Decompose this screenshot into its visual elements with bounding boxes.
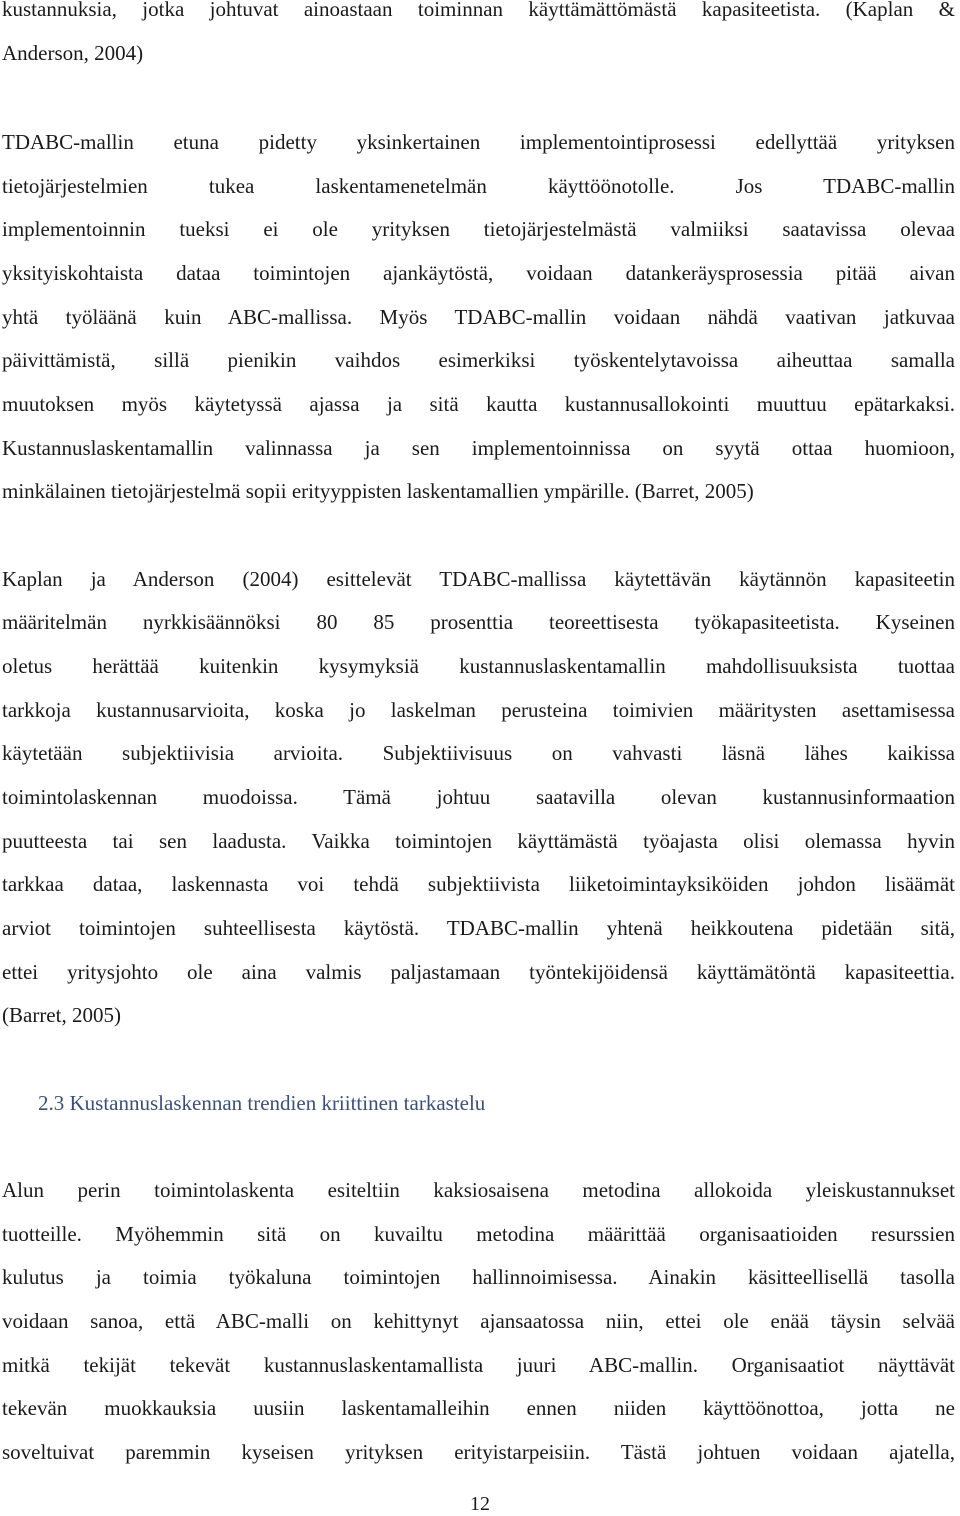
paragraph-3-line-4: tarkkoja kustannusarvioita, koska jo laskelman perusteina toimivien määritysten asettamisessa — [2, 698, 955, 722]
paragraph-4-line-4: voidaan sanoa, että ABC-malli on kehittynyt ajansaatossa niin, ettei ole enää täysin selvää — [2, 1309, 955, 1333]
paragraph-2-line-6: päivittämistä, sillä pienikin vaihdos esimerkiksi työskentelytavoissa aiheuttaa samalla — [2, 348, 955, 372]
paragraph-3-line-11: (Barret, 2005) — [2, 1003, 121, 1027]
paragraph-2-line-8: Kustannuslaskentamallin valinnassa ja sen implementoinnissa on syytä ottaa huomioon, — [2, 436, 955, 460]
paragraph-2-line-2: tietojärjestelmien tukea laskentamenetelmän käyttöönotolle. Jos TDABC-mallin — [2, 174, 955, 198]
paragraph-4-line-3: kulutus ja toimia työkaluna toimintojen hallinnoimisessa. Ainakin käsitteellisellä tasolla — [2, 1265, 955, 1289]
paragraph-2-line-5: yhtä työläänä kuin ABC-mallissa. Myös TDABC-mallin voidaan nähdä vaativan jatkuvaa — [2, 305, 955, 329]
paragraph-3-line-9: arviot toimintojen suhteellisesta käytöstä. TDABC-mallin yhtenä heikkoutena pidetään sitä, — [2, 916, 955, 940]
paragraph-1-line-2: Anderson, 2004) — [2, 41, 144, 65]
paragraph-3-line-3: oletus herättää kuitenkin kysymyksiä kustannuslaskentamallin mahdollisuuksista tuottaa — [2, 654, 955, 678]
paragraph-2-line-7: muutoksen myös käytetyssä ajassa ja sitä kautta kustannusallokointi muuttuu epätarkaksi. — [2, 392, 955, 416]
paragraph-3-line-1: Kaplan ja Anderson (2004) esittelevät TDABC-mallissa käytettävän käytännön kapasiteetin — [2, 567, 955, 591]
paragraph-3-line-2: määritelmän nyrkkisäännöksi 80 85 prosenttia teoreettisesta työkapasiteetista. Kyseinen — [2, 610, 955, 634]
paragraph-4-line-7: soveltuivat paremmin kyseisen yrityksen erityistarpeisiin. Tästä johtuen voidaan ajatella, — [2, 1440, 955, 1464]
paragraph-4-line-2: tuotteille. Myöhemmin sitä on kuvailtu metodina määrittää organisaatioiden resurssien — [2, 1222, 955, 1246]
paragraph-2-line-3: implementoinnin tueksi ei ole yrityksen tietojärjestelmästä valmiiksi saatavissa olevaa — [2, 217, 955, 241]
paragraph-3-line-6: toimintolaskennan muodoissa. Tämä johtuu saatavilla olevan kustannusinformaation — [2, 785, 955, 809]
paragraph-4-line-5: mitkä tekijät tekevät kustannuslaskentamallista juuri ABC-mallin. Organisaatiot näyttävät — [2, 1353, 955, 1377]
page-number: 12 — [470, 1493, 490, 1515]
paragraph-2-line-4: yksityiskohtaista dataa toimintojen ajankäytöstä, voidaan datankeräysprosessia pitää aivan — [2, 261, 955, 285]
section-heading: 2.3 Kustannuslaskennan trendien kriittinen tarkastelu — [38, 1091, 486, 1115]
paragraph-4-line-6: tekevän muokkauksia uusiin laskentamalleihin ennen niiden käyttöönottoa, jotta ne — [2, 1396, 955, 1420]
paragraph-1-line-1: kustannuksia, jotka johtuvat ainoastaan toiminnan käyttämättömästä kapasiteetista. (Kaplan & — [2, 0, 955, 21]
paragraph-3-line-10: ettei yritysjohto ole aina valmis paljastamaan työntekijöidensä käyttämätöntä kapasiteettia. — [2, 960, 955, 984]
paragraph-3-line-5: käytetään subjektiivisia arvioita. Subjektiivisuus on vahvasti läsnä lähes kaikissa — [2, 741, 955, 765]
paragraph-4-line-1: Alun perin toimintolaskenta esiteltiin kaksiosaisena metodina allokoida yleiskustannukset — [2, 1178, 955, 1202]
paragraph-3-line-7: puutteesta tai sen laadusta. Vaikka toimintojen käyttämästä työajasta olisi olemassa hyvin — [2, 829, 955, 853]
paragraph-2-line-1: TDABC-mallin etuna pidetty yksinkertainen implementointiprosessi edellyttää yrityksen — [2, 130, 955, 154]
paragraph-2-line-9: minkälainen tietojärjestelmä sopii erityyppisten laskentamallien ympärille. (Barret, 2005) — [2, 479, 754, 503]
paragraph-3-line-8: tarkkaa dataa, laskennasta voi tehdä subjektiivista liiketoimintayksiköiden johdon lisäämät — [2, 872, 955, 896]
